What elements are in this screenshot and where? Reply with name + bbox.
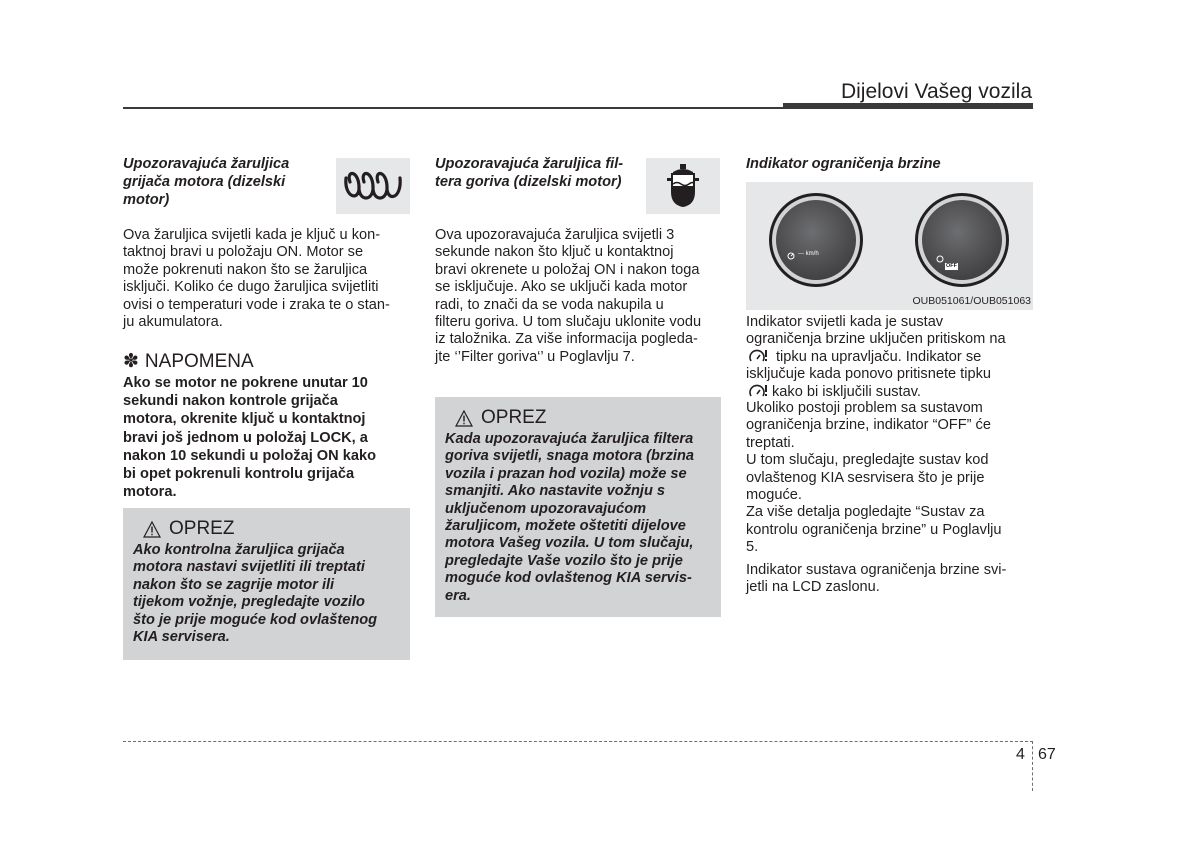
item-title: Upozoravajuća žaruljica fil- tera goriva (dizelski motor) xyxy=(435,156,624,190)
section-title: Dijelovi Vašeg vozila xyxy=(840,80,1032,103)
caution-text: Kada upozoravajuća žaruljica filtera goriva svijetli, snaga motora (brzina vozila i prazan hod vozila) može se smanjiti. Ako nastavite vožnju s uključenom upozoravajućom žaruljicom, možete oštetiti dijelove motora Vašeg vozila. U tom slučaju, pregledajte Vaše vozilo što je prije moguće kod ovlaštenog KIA servis- era. xyxy=(445,431,694,604)
speed-limit-text-3-body: kako bi isključili sustav. xyxy=(772,384,921,400)
caution-box-fuel-filter xyxy=(435,397,721,617)
column-fuel-filter xyxy=(435,155,650,191)
gauge-speed-readout: --- km/h xyxy=(798,251,819,257)
footer-divider xyxy=(1032,741,1033,791)
speed-limit-text-1: Indikator svijetli kada je sustav ograničenja brzine uključen pritiskom na xyxy=(746,314,1006,348)
gauge-off-readout: OFF xyxy=(946,263,957,269)
caution-box-glow-plug xyxy=(123,508,410,660)
item-title: Indikator ograničenja brzine xyxy=(746,156,941,172)
gauge-panel-right xyxy=(892,184,1031,290)
caution-text: Ako kontrolna žaruljica grijača motora nastavi svijetliti ili treptati nakon što se zagrije motor ili tijekom vožnje, pregledajte vozilo što je prije moguće kod ovlaštenog KIA servisera. xyxy=(133,542,378,646)
caution-header xyxy=(143,518,400,540)
warning-triangle-icon xyxy=(455,410,473,427)
note-heading: NAPOMENA xyxy=(144,351,254,372)
speed-limit-text-3 xyxy=(746,384,1038,401)
fuel-filter-description: Ova upozoravajuća žaruljica svijetli 3 sekunde nakon što ključ u kontaktnoj bravi okrenete u položaj ON i nakon toga se isključuje. Ako se uključi kada motor radi, to znači da se voda nakupila u filteru goriva. U tom slučaju uklonite vodu iz taložnika. Za više informacija pogleda- jte ‘’Filter goriva‘’ u Poglavlju 7. xyxy=(435,227,702,365)
image-code: OUB051061/OUB051063 xyxy=(912,295,1031,307)
glow-plug-coil-icon xyxy=(336,158,410,214)
page-number: 67 xyxy=(1038,746,1056,763)
note-body: Ako se motor ne pokrene unutar 10 sekundi nakon kontrole grijača motora, okrenite ključ u kontaktnoj bravi još jednom u položaj LOCK, a nakon 10 sekundi u položaj ON kako bi opet pokrenuli kontrolu grijača motora. xyxy=(123,375,377,501)
speed-limiter-button-icon xyxy=(748,384,770,400)
warning-triangle-icon xyxy=(143,521,161,538)
header-rule xyxy=(123,107,783,109)
speed-limit-text-2-body: tipku na upravljaču. Indikator se isključuje kada ponovo pritisnete tipku xyxy=(746,349,991,383)
footer-rule xyxy=(123,741,1033,742)
caution-heading: OPREZ xyxy=(481,407,547,428)
gauge-panel-left xyxy=(748,184,885,290)
speed-limit-lcd-text: Indikator sustava ograničenja brzine svi- jetli na LCD zaslonu. xyxy=(746,562,1007,596)
caution-heading: OPREZ xyxy=(169,518,235,539)
header-rule-accent xyxy=(783,103,1033,109)
note-symbol: ✽ xyxy=(123,351,139,372)
speed-limit-text-2 xyxy=(746,349,1038,384)
glow-plug-description: Ova žaruljica svijetli kada je ključ u kon- taktnoj bravi u položaju ON. Motor se može pokrenuti nakon što se žaruljica isključi. Koliko će dugo žaruljica svijetliti ovisi o temperaturi vode i zraka te o stan- ju akumulatora. xyxy=(123,227,390,331)
chapter-number: 4 xyxy=(1016,746,1025,763)
speed-limit-problem-text: Ukoliko postoji problem sa sustavom ograničenja brzine, indikator “OFF” će treptati. U tom slučaju, pregledajte sustav kod ovlaštenog KIA sesrvisera što je prije moguće. Za više detalja pogledajte “Sustav za kontrolu ograničenja brzine” u Poglavlju 5. xyxy=(746,400,1002,556)
caution-header xyxy=(455,407,711,429)
fuel-filter-icon xyxy=(646,158,720,214)
speed-limit-figure xyxy=(746,182,1033,310)
speed-limiter-button-icon xyxy=(748,349,770,365)
item-title: Upozoravajuća žaruljica grijača motora (dizelski motor) xyxy=(123,156,290,208)
note-header xyxy=(123,351,254,373)
